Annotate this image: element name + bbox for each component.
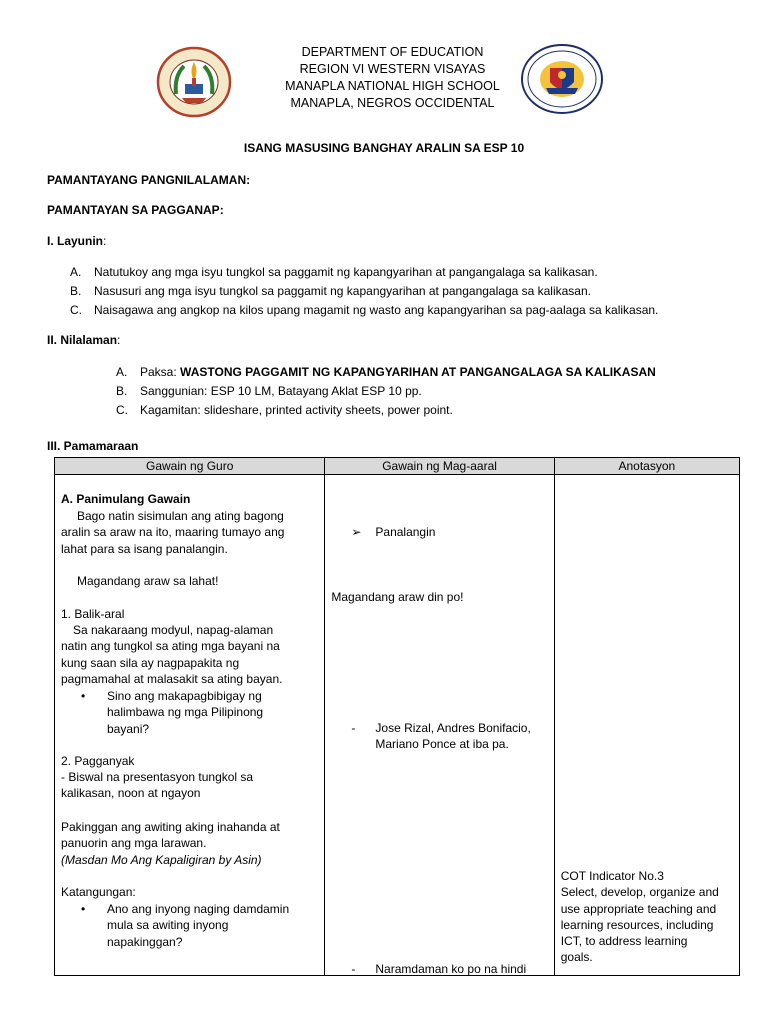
objective-item [70,282,658,301]
question-line: mula sa awiting inyong [107,918,229,933]
cot-indicator-note [561,868,735,966]
content-text: Kagamitan: slideshare, printed activity sheets, power point. [140,403,453,417]
procedure-table [54,457,740,976]
header-annotation: Anotasyon [554,458,739,475]
answer-line: Naramdaman ko po na hindi [375,962,527,975]
prayer-item [331,524,549,540]
annotation-cell [554,475,739,976]
motivation-line: - Biswal na presentasyon tungkol sa [61,770,254,784]
objective-letter: A. [70,265,82,279]
topic-text: WASTONG PAGGAMIT NG KAPANGYARIHAN AT PANGANGALAGA SA KALIKASAN [180,365,656,379]
annotation-line: Select, develop, organize and [560,885,719,900]
intro-text [61,508,320,557]
objectives-heading-colon: : [103,234,107,248]
objective-text: Natutukoy ang mga isyu tungkol sa paggamit ng kapangyarihan at pangangalaga sa kalikasan. [94,265,598,279]
header-block [250,44,535,112]
feeling-answer [331,961,549,975]
content-item [116,363,656,382]
objectives-heading [47,234,106,248]
objective-text: Nasusuri ang mga isyu tungkol sa paggamit ng kapangyarihan at pangangalaga sa kalikasan. [94,284,591,298]
section-a-heading: A. Panimulang Gawain [61,492,191,506]
content-item [116,401,656,420]
dash-bullet: - [351,721,356,735]
question-line: Sino ang makapagbibigay ng [107,689,262,703]
content-letter: C. [116,403,128,417]
listen-line: panuorin ang mga larawan. [61,836,207,851]
bullet-question-heroes [61,688,320,737]
objective-item [70,301,658,320]
objective-text: Naisagawa ang angkop na kilos upang magamit ng wasto ang kapangyarihan sa pag-aalaga sa kalikasan. [94,303,659,317]
deped-seal [520,44,604,114]
content-label: Paksa: [140,365,181,379]
school-logo [156,46,232,118]
objective-letter: B. [70,284,82,298]
intro-line: aralin sa araw na ito, maaring tumayo ang [61,525,285,540]
review-line: kung saan sila ay nagpapakita ng [61,655,240,670]
content-standard-heading: PAMANTAYANG PANGNILALAMAN: [47,173,251,187]
header-teacher-activity: Gawain ng Guro [55,458,325,475]
table-header-row [55,458,740,475]
content-item [116,382,656,401]
question-line: napakinggan? [107,934,183,949]
header-line-region: REGION VI WESTERN VISAYAS [299,62,486,76]
annotation-line: goals. [560,950,593,965]
review-heading: 1. Balik-aral [61,607,125,621]
objectives-list [70,263,658,320]
listen-line: Pakinggan ang awiting aking inahanda at [61,820,280,834]
review-line: pagmamahal at malasakit sa ating bayan. [61,671,283,686]
answer-line: Mariano Ponce at iba pa. [375,737,509,752]
lesson-plan-title: ISANG MASUSING BANGHAY ARALIN SA ESP 10 [243,141,525,155]
objective-letter: C. [70,303,82,317]
review-line: natin ang tungkol sa ating mga bayani na [61,639,280,654]
header-line-school: MANAPLA NATIONAL HIGH SCHOOL [285,79,500,93]
bullet-icon: • [81,902,86,916]
content-heading-colon: : [117,333,121,347]
arrow-bullet-icon: ➢ [351,525,362,539]
motivation-heading: 2. Pagganyak [61,754,135,768]
content-list [116,363,656,420]
objective-item [70,263,658,282]
student-greeting: Magandang araw din po! [331,590,464,604]
teacher-greeting: Magandang araw sa lahat! [77,574,219,588]
content-heading [47,333,120,347]
annotation-line: use appropriate teaching and [560,901,717,916]
annotation-line: COT Indicator No.3 [560,869,664,883]
intro-line: Bago natin sisimulan ang ating bagong [77,509,284,523]
table-row [55,475,740,976]
review-line: Sa nakaraang modyul, napag-alaman [73,623,274,637]
performance-standard-heading: PAMANTAYAN SA PAGGANAP: [47,203,224,217]
content-heading-label: II. Nilalaman [47,333,118,347]
content-letter: A. [116,365,128,379]
questions-heading: Katangungan: [61,885,136,899]
question-line: bayani? [107,721,150,736]
annotation-line: ICT, to address learning [560,934,688,949]
header-line-location: MANAPLA, NEGROS OCCIDENTAL [290,96,495,110]
procedure-heading: III. Pamamaraan [47,439,139,453]
teacher-activity-cell [55,475,325,976]
song-title: (Masdan Mo Ang Kapaligiran by Asin) [61,852,262,867]
answer-line: Jose Rizal, Andres Bonifacio, [375,721,531,735]
review-text [61,622,320,687]
listen-instructions [61,819,320,868]
bullet-question-feeling [61,901,320,950]
heroes-answer [331,720,549,753]
question-line: halimbawa ng mga Pilipinong [107,705,264,720]
objectives-heading-label: I. Layunin [47,234,104,248]
prayer-text: Panalangin [375,525,436,539]
header-line-department: DEPARTMENT OF EDUCATION [301,45,484,59]
motivation-text [61,769,320,802]
dash-bullet: - [351,962,356,975]
bullet-icon: • [81,689,86,703]
content-text: Sanggunian: ESP 10 LM, Batayang Aklat ESP 10 pp. [140,384,422,398]
intro-line: lahat para sa isang panalangin. [61,541,228,556]
student-activity-cell [325,475,554,976]
content-letter: B. [116,384,128,398]
question-line: Ano ang inyong naging damdamin [107,902,290,916]
annotation-line: learning resources, including [560,917,714,932]
motivation-line: kalikasan, noon at ngayon [61,786,201,801]
header-student-activity: Gawain ng Mag-aaral [325,458,554,475]
